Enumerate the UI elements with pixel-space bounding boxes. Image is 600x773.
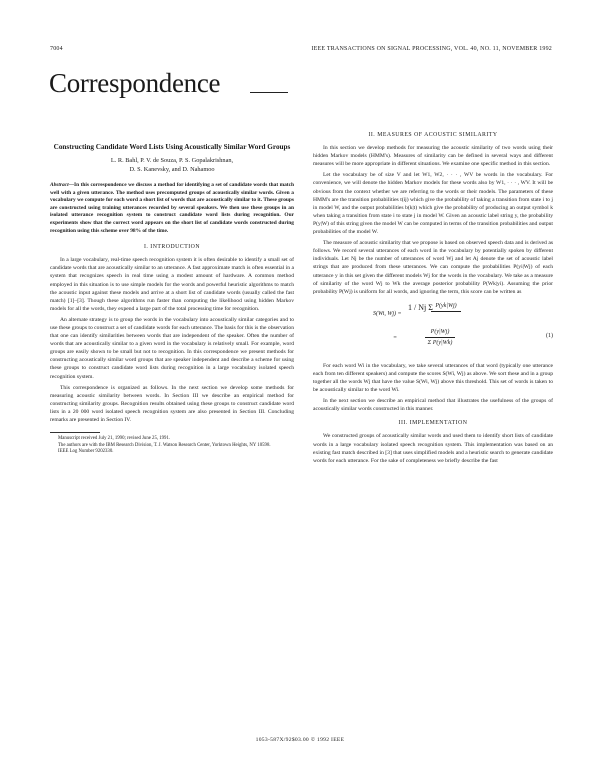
measures-paragraph-2: Let the vocabulary be of size V and let W1, W2, · · · , WV be words in the vocabulary. For convenience, we will denote the hidden Markov models for these words also by W1, · · · , WV. It will be obvious from the context whether we are referring to the words or their models. The parameters of these HMM's are the transition probabilities t(ij) which give the probability of taking a transition from state i to j in model W, and the output probabilities b(k|t) which give the probability of producing an output symbol k when taking a transition from state i to state j in model W. Given an acoustic label string y, the probability P(y|W) of this string given the model W can be computed in terms of the transition probabilities and output probabilities of the model W. bbox=[313, 172, 553, 236]
equation-number: (1) bbox=[546, 332, 553, 339]
measures-paragraph-5: In the next section we describe an empirical method that illustrates the usefulness of the groups of acoustically similar words constructed in this manner. bbox=[313, 398, 553, 413]
intro-paragraph-3: This correspondence is organized as follows. In the next section we develop some methods for measuring acoustic similarity between words. In Section III we describe an empirical method for constructing similarity groups. Recognition results obtained using these groups to construct candidate word lists in a 20 000 word isolated speech recognition system are also presented in Section III. Concluding remarks are presented in Section IV. bbox=[50, 384, 294, 424]
measures-heading: II. MEASURES OF ACOUSTIC SIMILARITY bbox=[368, 132, 498, 138]
running-head: IEEE TRANSACTIONS ON SIGNAL PROCESSING, VOL. 40, NO. 11, NOVEMBER 1992 bbox=[311, 46, 552, 52]
intro-paragraph-1: In a large vocabulary, real-time speech recognition system it is often desirable to identify a small set of candidate words that are acoustically similar to an utterance. A fast approximate match is often essential in a system that recognizes speech in real time using a modest amount of hardware. A common method employed in this situation is to use simple models for the words and powerful heuristic algorithms to match the acoustic input against these models and arrive at a short list of candidate words (usually called the fast match) [1]–[3]. Though these algorithms run faster than computing the likelihood using hidden Markov models for all the words, they expend a large part of the total processing time for recognition. bbox=[50, 257, 294, 312]
equation-fraction-1-numerator: P(yk|Wj) bbox=[435, 302, 457, 309]
implementation-paragraph-1: We constructed groups of acoustically similar words and used them to identify short lists of candidate words in a large vocabulary isolated speech recognition system. This implementation was based on an existing fast match described in [3] that uses simplified models and a heuristic search to generate candidate words for each utterance. For the sake of completeness we briefly describe the fast bbox=[313, 433, 553, 464]
authors-line-1: L. R. Bahl, P. V. de Souza, P. S. Gopalakrishnan, bbox=[110, 157, 234, 164]
equation-fraction-1 bbox=[431, 302, 461, 313]
equation-prefactor: 1 / Nj Σ bbox=[408, 302, 433, 312]
fraction-bar bbox=[431, 311, 461, 312]
right-column bbox=[313, 125, 553, 468]
abstract-text: In this correspondence we discuss a method for identifying a set of candidate words that match well with a given utterance. The method uses precomputed groups of acoustically similar words. Given a vocabulary we compute for each word a short list of words that are acoustically similar to it. These groups are constructed using training utterances recorded by several speakers. We then use these groups in an isolated utterance recognition system to construct candidate word lists during recognition. Our experiments show that the correct word appears on the short list of candidate words constructed during recognition using this scheme over 98% of the time. bbox=[50, 182, 294, 234]
measures-paragraph-1: In this section we develop methods for measuring the acoustic similarity of two words using their hidden Markov models (HMM's). Measures of similarity can be defined in several ways and different measures will be more appropriate in different situations. We examine one specific method in this section. bbox=[313, 145, 553, 168]
measures-paragraph-3: The measure of acoustic similarity that we propose is based on observed speech data and is derived as follows. We record several utterances of each word in the vocabulary by potentially spoken by different individuals. Let Nj be the number of utterances of word Wj and let Aj denote the set of acoustic label strings that are produced from these utterances. We can compute the probabilities P(yi|Wj) of each utterance y in this set given the different models Wj for the words in the vocabulary. We take as a measure of similarity of the word Wj to Wk the average posterior probability P(Wk|yi). Assuming the prior probability P(Wj) is uniform for all words, and ignoring the term, this score can be written as bbox=[313, 240, 553, 295]
footnote-received: Manuscript received July 21, 1990; revised June 25, 1991. bbox=[58, 436, 171, 442]
footnote-log: IEEE Log Number 9202330. bbox=[58, 449, 114, 455]
section-title: Correspondence bbox=[49, 68, 221, 98]
intro-paragraph-2: An alternate strategy is to group the words in the vocabulary into acoustically similar categories and to use these groups to construct a set of candidate words for each utterance. The basis for this is the observation that one can identify similarities between words that are independent of the speaker. Often the number of words that are acoustically similar to a given word in the vocabulary is relatively small. For example, word groups are easily shown to be small but not to recognition. In this correspondence we present methods for constructing acoustically similar word groups that are speaker independent and describe a scheme for using these groups to construct candidate word lists during recognition in a large vocabulary isolated speech recognition system. bbox=[50, 316, 294, 380]
equation-fraction-2-denominator: Σ P(y|Wk) bbox=[427, 339, 453, 346]
authors-line-2: D. S. Kanevsky, and D. Nahamoo bbox=[129, 165, 215, 173]
equation-line-2: = bbox=[393, 334, 398, 341]
page-number: 7004 bbox=[50, 46, 63, 52]
left-column bbox=[50, 135, 294, 456]
abstract bbox=[50, 182, 294, 235]
article-title: Constructing Candidate Word Lists Using Acoustically Similar Word Groups bbox=[53, 143, 291, 151]
equation-fraction-2-numerator: P(y|Wj) bbox=[430, 328, 450, 335]
implementation-heading: III. IMPLEMENTATION bbox=[398, 420, 468, 427]
measures-paragraph-4: For each word Wi in the vocabulary, we take several utterances of that word (typically one utterance each from ten different speakers) and compute the scores S(Wi, Wj) as above. We sort these and in a group together all the words Wj that have the value S(Wi, Wj) above this threshold. This set of words is taken to be acoustically similar to the word Wi. bbox=[313, 362, 553, 394]
fraction-bar bbox=[425, 337, 455, 338]
abstract-label: Abstract— bbox=[50, 182, 74, 188]
footnote-affiliation: The authors are with the IBM Research Division, T. J. Watson Research Center, Yorktown Heights, NY 10598. bbox=[58, 442, 271, 448]
issn-line: 1053-587X/92$03.00 © 1992 IEEE bbox=[255, 737, 345, 743]
intro-heading: I. INTRODUCTION bbox=[143, 244, 201, 251]
title-rule bbox=[250, 92, 288, 93]
equation-1 bbox=[313, 300, 553, 358]
footnote-rule bbox=[50, 432, 100, 433]
author-list bbox=[50, 157, 294, 174]
equation-lhs: S(Wi, Wj) = bbox=[373, 310, 402, 317]
equation-fraction-2 bbox=[425, 328, 455, 347]
running-header bbox=[50, 46, 552, 58]
